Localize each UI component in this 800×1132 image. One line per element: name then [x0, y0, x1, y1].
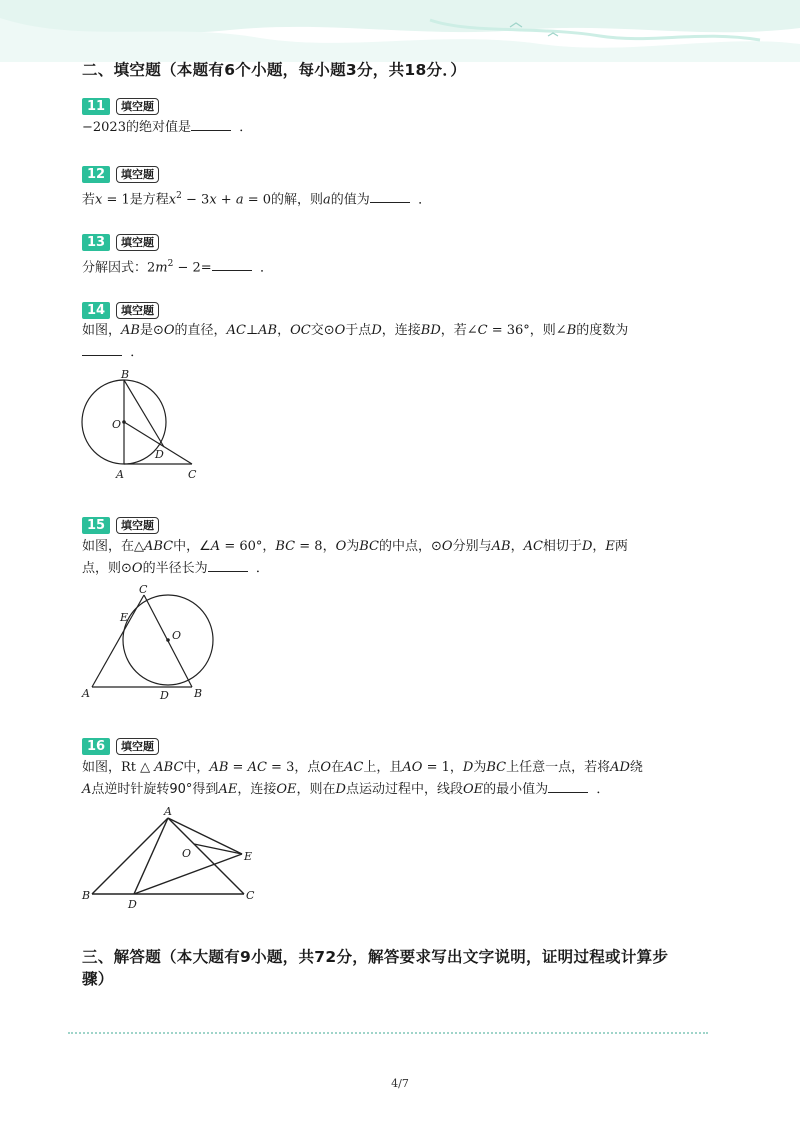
label-O: O	[112, 418, 122, 431]
question-header-13	[82, 232, 159, 252]
label-D: D	[155, 448, 164, 461]
answer-blank	[82, 343, 122, 356]
question-text-13: 分解因式：$2m^2 - 2=$ ．	[82, 259, 273, 276]
question-number: 12	[82, 166, 110, 183]
question-number: 11	[82, 98, 110, 115]
answer-blank	[548, 780, 588, 793]
question-header-11	[82, 96, 159, 116]
label-B: B	[82, 889, 91, 902]
label-D: D	[160, 689, 169, 702]
question-text-11: −2023的绝对值是 ．	[82, 120, 253, 135]
header-banner	[0, 0, 800, 62]
section-title-fill-blank: 二、填空题（本题有6个小题，每小题3分，共18分．）	[82, 61, 467, 79]
question-type-tag: 填空题	[116, 166, 159, 183]
answer-blank	[191, 118, 231, 131]
answer-blank	[212, 258, 252, 271]
question-header-14	[82, 300, 159, 320]
question-text-16: 如图，Rt △ ABC中，AB = AC = 3，点O在AC上，且AO = 1，D为BC上任意一点，若将AD绕 A点逆时针旋转90°得到AE，连接OE，则在D点运动过程中，线段OE的最小值为 ．	[82, 760, 643, 797]
label-O: O	[172, 629, 182, 642]
answer-blank	[208, 559, 248, 572]
label-B: B	[194, 687, 203, 700]
label-C: C	[188, 468, 197, 481]
answer-blank	[370, 190, 410, 203]
label-C: C	[246, 889, 255, 902]
label-A: A	[116, 468, 124, 481]
question-text-12: 若x = 1是方程$x^2 - 3x + a = 0$的解，则a的值为 ．	[82, 191, 432, 208]
label-A: A	[82, 687, 90, 700]
question-type-tag: 填空题	[116, 738, 159, 755]
figure-16-rotation-triangle	[76, 804, 276, 914]
question-text-14: 如图，AB是⊙O的直径，AC⊥AB，OC交⊙O于点D，连接BD，若∠C = 36°，则∠B的度数为 ．	[82, 323, 629, 360]
label-C: C	[139, 583, 148, 596]
question-header-16	[82, 736, 159, 756]
label-O: O	[182, 847, 192, 860]
question-text-15: 如图，在△ABC中，∠A = 60°，BC = 8，O为BC的中点，⊙O分别与AB，AC相切于D，E两 点，则⊙O的半径长为 ．	[82, 539, 628, 576]
figure-14-circle-diagram	[76, 366, 206, 486]
page-number: 4/7	[391, 1077, 409, 1090]
question-type-tag: 填空题	[116, 234, 159, 251]
figure-15-triangle-incircle	[76, 583, 226, 703]
section-title-answer: 三、解答题（本大题有9小题，共72分，解答要求写出文字说明，证明过程或计算步 骤）	[82, 948, 669, 988]
question-number: 15	[82, 517, 110, 534]
question-number: 14	[82, 302, 110, 319]
question-type-tag: 填空题	[116, 98, 159, 115]
label-E: E	[244, 850, 253, 863]
question-type-tag: 填空题	[116, 517, 159, 534]
question-header-15	[82, 515, 159, 535]
question-number: 13	[82, 234, 110, 251]
label-D: D	[128, 898, 137, 911]
question-type-tag: 填空题	[116, 302, 159, 319]
question-number: 16	[82, 738, 110, 755]
label-E: E	[120, 611, 129, 624]
label-A: A	[164, 805, 172, 818]
dotted-divider	[68, 1032, 708, 1034]
question-header-12	[82, 164, 159, 184]
label-B: B	[121, 368, 130, 381]
